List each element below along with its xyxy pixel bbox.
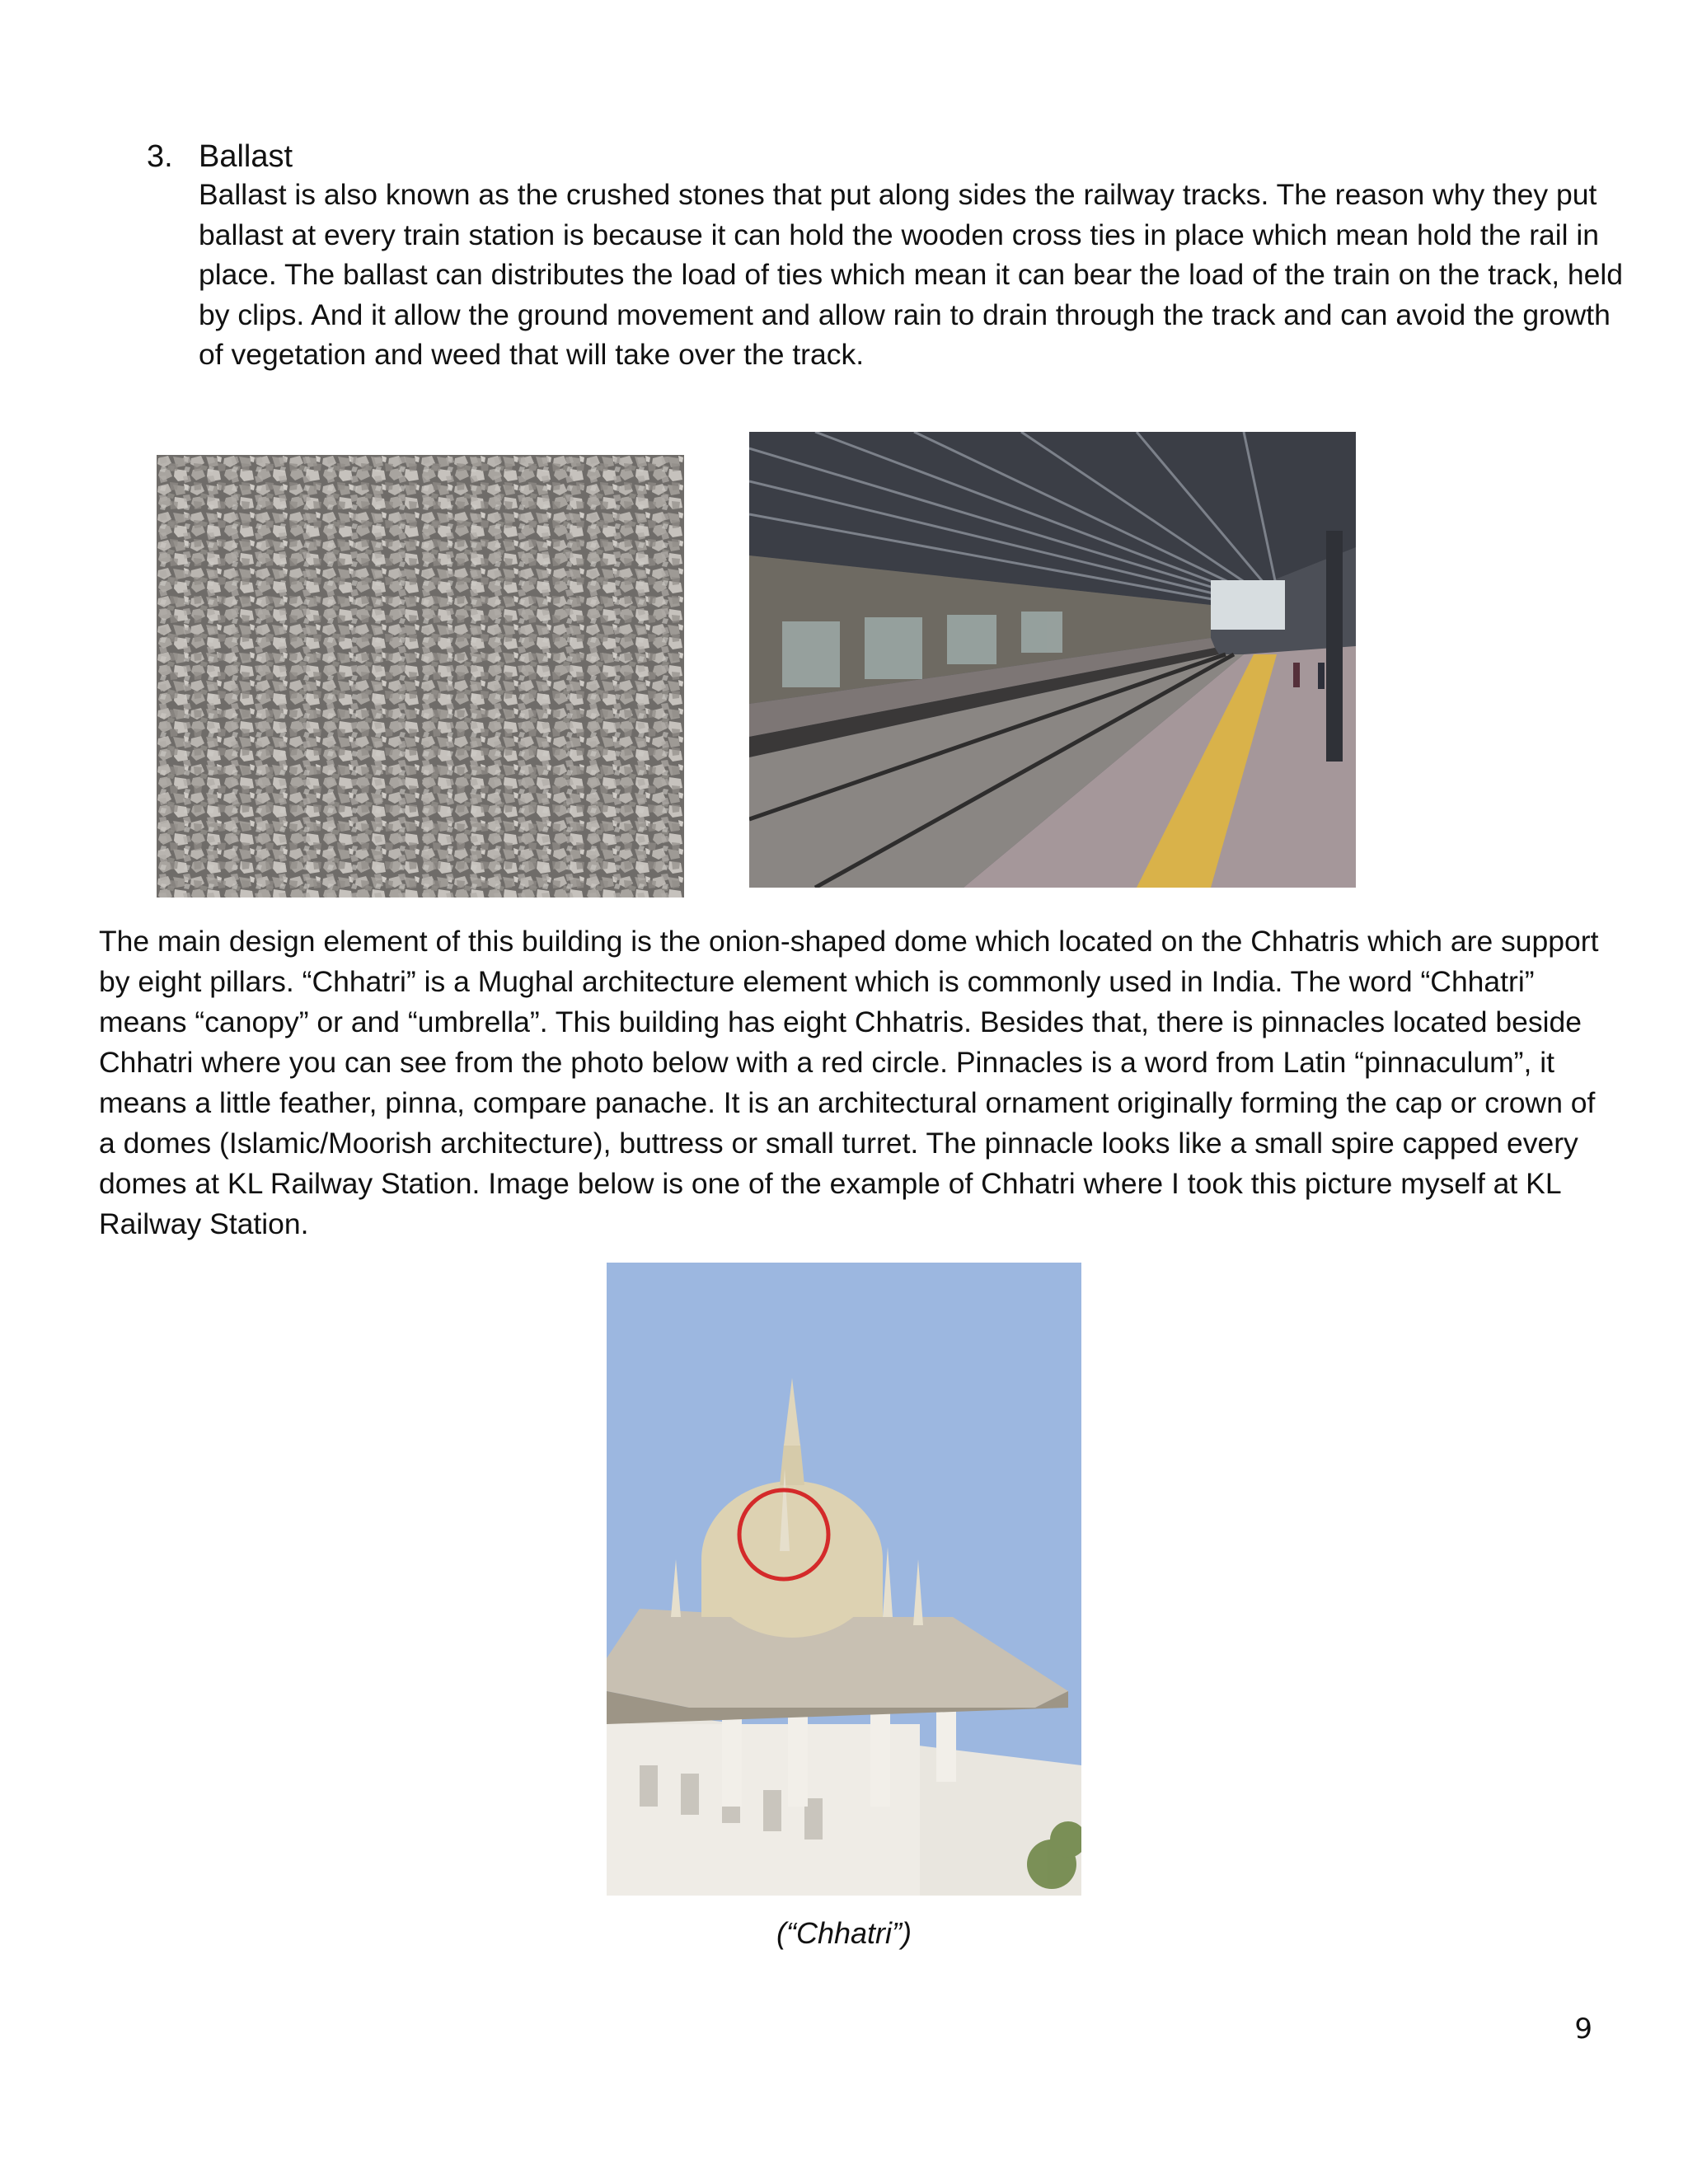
list-number: 3. — [147, 139, 173, 174]
chhatri-description: The main design element of this building is the onion-shaped dome which located on the Chhatris which are support by eight pillars. “Chhatri” is a Mughal architecture element which is commonly used in India. The word “Chhatri” means “canopy” or and “umbrella”. This building has eight Chhatris. Besides that, there is pinnacles located beside Chhatri where you can see from the photo below with a red circle. Pinnacles is a word from Latin “pinnaculum”, it means a little feather, pinna, compare panache. It is an architectural ornament originally forming the cap or crown of a domes (Islamic/Moorish architecture), buttress or small turret. The pinnacle looks like a small spire capped every domes at KL Railway Station. Image below is one of the example of Chhatri where I took this picture myself at KL Railway Station. — [99, 925, 1599, 1240]
chhatri-photo — [607, 1263, 1081, 1896]
ballast-paragraph: Ballast is also known as the crushed stones that put along sides the railway tracks. The reason why they put ballast at every train station is because it can hold the wooden cross ties in place which mean hold the rail in place. The ballast can distributes the load of ties which mean it can bear the load of the train on the track, held by clips. And it allow the ground movement and allow rain to drain through the track and can avoid the growth of vegetation and weed that will take over the track. — [199, 178, 1624, 372]
section-title: Ballast — [199, 139, 293, 174]
ballast-stones-photo — [157, 455, 684, 898]
photo-caption: (“Chhatri”) — [776, 1916, 912, 1950]
railway-platform-photo — [749, 432, 1356, 888]
page-number: 9 — [1574, 2013, 1592, 2046]
